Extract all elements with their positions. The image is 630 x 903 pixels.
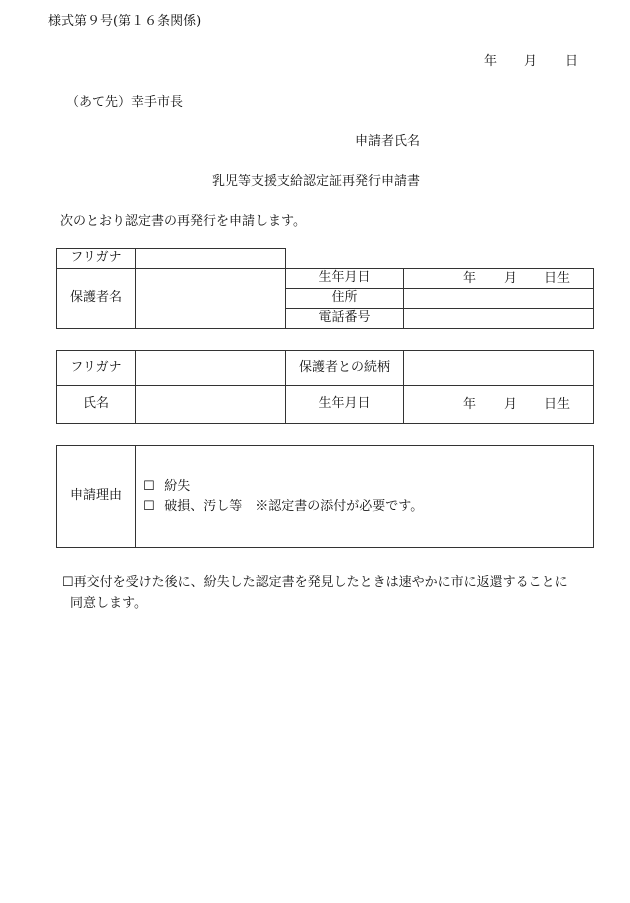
date-year-label: 年: [484, 54, 498, 69]
date-day-label: 日: [565, 54, 579, 69]
addressee: （あて先）幸手市長: [66, 95, 184, 110]
guardian-name-field[interactable]: [136, 269, 286, 329]
consent-checkbox[interactable]: ☐: [62, 575, 74, 590]
guardian-phone-label: 電話番号: [286, 309, 404, 329]
guardian-furigana-field[interactable]: [136, 249, 286, 269]
form-number: 様式第９号(第１６条関係): [48, 14, 202, 29]
child-birth-year: 年: [463, 396, 477, 412]
reason-options: [136, 446, 594, 548]
reason-label: 申請理由: [57, 446, 136, 548]
guardian-name-label: 保護者名: [57, 269, 136, 329]
child-name-label: 氏名: [57, 386, 136, 424]
child-relation-label: 保護者との続柄: [286, 351, 404, 386]
reason-damage-label: 破損、汚し等 ※認定書の添付が必要です。: [164, 498, 424, 514]
guardian-address-label: 住所: [286, 289, 404, 309]
child-furigana-label: フリガナ: [57, 351, 136, 386]
guardian-furigana-label: フリガナ: [57, 249, 136, 269]
guardian-birth-month: 月: [504, 270, 518, 286]
reason-damage-checkbox[interactable]: ☐: [143, 498, 155, 514]
guardian-birth-field[interactable]: [404, 269, 594, 289]
child-relation-field[interactable]: [404, 351, 594, 386]
child-furigana-field[interactable]: [136, 351, 286, 386]
document-title: 乳児等支援支給認定証再発行申請書: [212, 174, 421, 189]
child-table: [56, 350, 594, 424]
reason-loss-checkbox[interactable]: ☐: [143, 478, 155, 494]
reason-option-loss[interactable]: [142, 477, 593, 497]
intro-text: 次のとおり認定書の再発行を申請します。: [60, 214, 306, 229]
date-line: [484, 50, 584, 69]
guardian-birth-day: 日生: [544, 270, 571, 286]
guardian-phone-field[interactable]: [404, 309, 594, 329]
child-name-field[interactable]: [136, 386, 286, 424]
consent-text-2: 同意します。: [70, 596, 147, 611]
guardian-table: [56, 248, 594, 329]
consent-text-1: 再交付を受けた後に、紛失した認定書を発見したときは速やかに市に返還することに: [73, 575, 568, 590]
guardian-birth-label: 生年月日: [286, 269, 404, 289]
child-birth-field[interactable]: [404, 386, 594, 424]
reason-option-damage[interactable]: [142, 497, 593, 517]
child-birth-month: 月: [504, 396, 518, 412]
reason-loss-label: 紛失: [164, 478, 191, 494]
child-birth-label: 生年月日: [286, 386, 404, 424]
applicant-name-label: 申請者氏名: [355, 134, 421, 149]
reason-table: [56, 445, 594, 548]
consent-line-1: [62, 571, 568, 590]
child-birth-day: 日生: [544, 396, 571, 412]
date-month-label: 月: [524, 54, 538, 69]
guardian-address-field[interactable]: [404, 289, 594, 309]
guardian-birth-year: 年: [463, 270, 477, 286]
